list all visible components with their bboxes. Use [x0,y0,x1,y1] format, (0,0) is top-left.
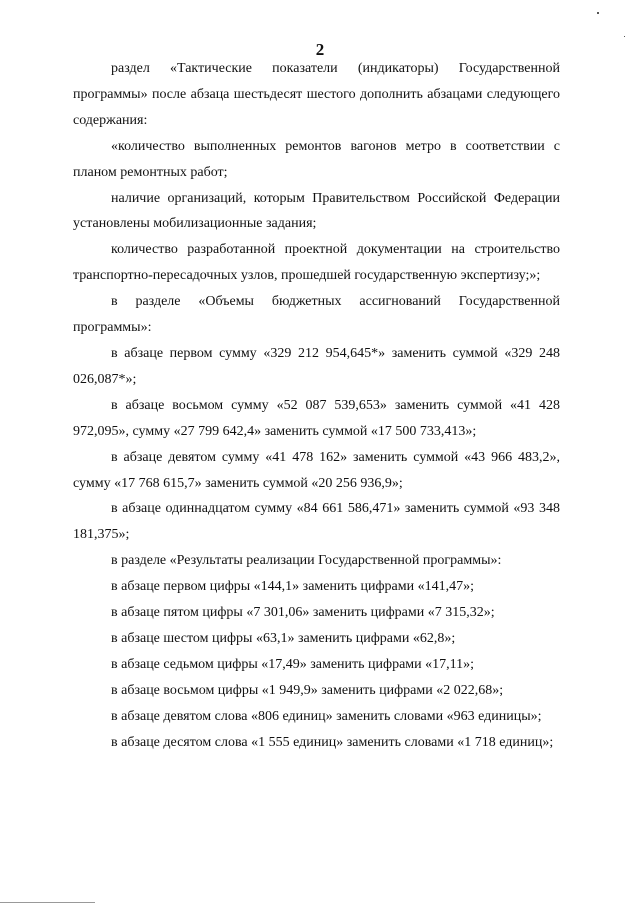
paragraph: в разделе «Объемы бюджетных ассигнований Государственной программы»: [73,294,560,336]
paragraph: в абзаце восьмом сумму «52 087 539,653» заменить суммой «41 428 972,095», сумму «27 799 642,4» заменить суммой «17 500 733,413»; [73,397,560,439]
paragraph: в абзаце шестом цифры «63,1» заменить цифрами «62,8»; [111,630,456,646]
document-body [73,56,560,755]
paragraph: в абзаце десятом слова «1 555 единиц» заменить словами «1 718 единиц»; [111,734,554,750]
paragraph: в абзаце одиннадцатом сумму «84 661 586,471» заменить суммой «93 348 181,375»; [73,501,560,543]
paragraph: в абзаце пятом цифры «7 301,06» заменить цифрами «7 315,32»; [111,605,495,621]
paragraph: «количество выполненных ремонтов вагонов метро в соответствии с планом ремонтных работ; [73,138,560,180]
paragraph: в абзаце седьмом цифры «17,49» заменить цифрами «17,11»; [111,656,475,672]
paragraph: в разделе «Результаты реализации Государственной программы»: [111,553,502,569]
scan-speck [597,12,599,14]
paragraph: в абзаце первом цифры «144,1» заменить цифрами «141,47»; [111,579,474,595]
paragraph: в абзаце восьмом цифры «1 949,9» заменить цифрами «2 022,68»; [111,682,504,698]
scan-speck [624,36,625,37]
paragraph: в абзаце первом сумму «329 212 954,645*» заменить суммой «329 248 026,087*»; [73,345,560,387]
paragraph: раздел «Тактические показатели (индикаторы) Государственной программы» после абзаца шестьдесят шестого дополнить абзацами следующего содержания: [73,61,560,128]
paragraph: в абзаце девятом слова «806 единиц» заменить словами «963 единицы»; [111,708,542,724]
page-number: 2 [315,40,325,59]
footer-rule [0,902,95,903]
paragraph: количество разработанной проектной документации на строительство транспортно-пересадочных узлов, прошедшей государственную экспертизу;»; [73,242,560,284]
paragraph: в абзаце девятом сумму «41 478 162» заменить суммой «43 966 483,2», сумму «17 768 615,7» заменить суммой «20 256 936,9»; [73,449,560,491]
paragraph: наличие организаций, которым Правительством Российской Федерации установлены мобилизационные задания; [73,190,560,232]
